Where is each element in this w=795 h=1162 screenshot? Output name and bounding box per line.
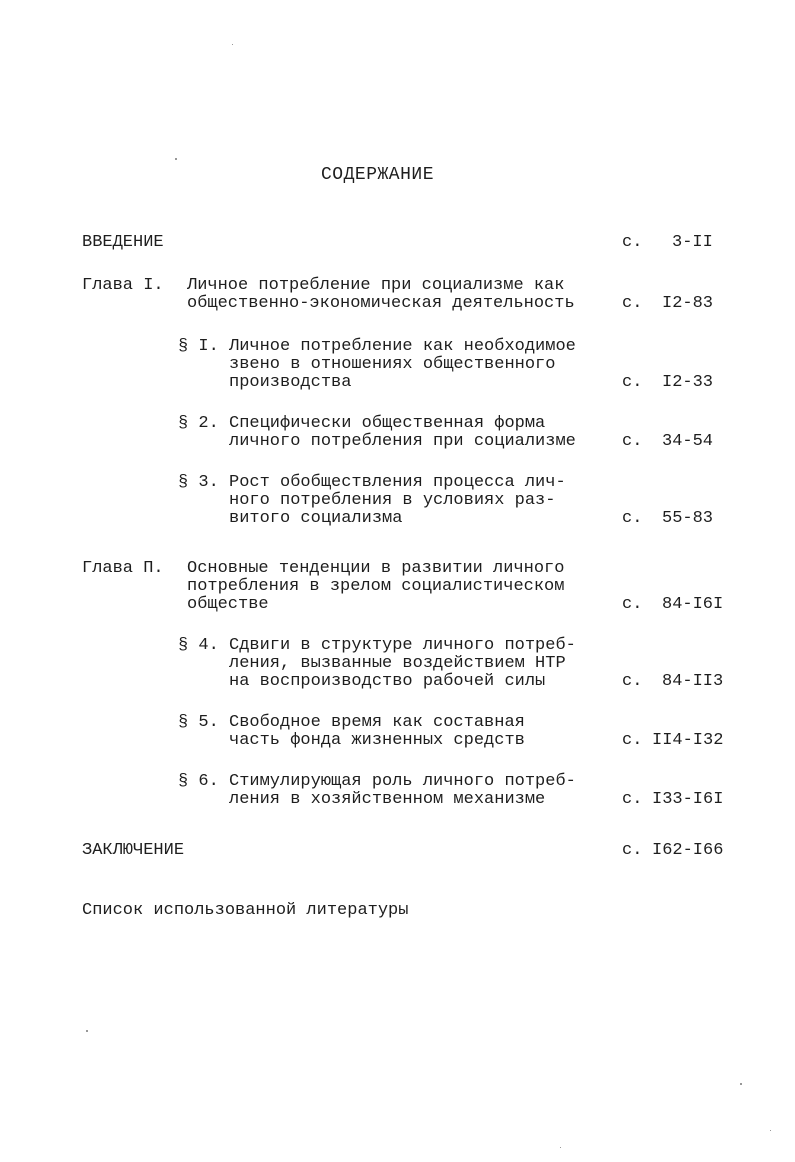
scan-speck xyxy=(175,158,177,160)
section-4-title-line: на воспроизводство рабочей силы xyxy=(229,672,546,691)
conclusion-label: ЗАКЛЮЧЕНИЕ xyxy=(82,841,185,860)
section-3-label: § 3. xyxy=(178,473,219,492)
section-5-page-prefix: с. xyxy=(622,731,643,750)
section-3-title-line: Рост обобществления процесса лич- xyxy=(229,473,566,492)
section-2-title-line: личного потребления при социализме xyxy=(229,432,576,451)
chapter-2-title-line: Основные тенденции в развитии личного xyxy=(187,559,565,578)
section-1-title-line: Личное потребление как необходимое xyxy=(229,337,576,356)
section-5-title-line: часть фонда жизненных средств xyxy=(229,731,525,750)
chapter-1-title-line: Личное потребление при социализме как xyxy=(187,276,565,295)
section-1-title-line: производства xyxy=(229,373,352,392)
chapter-1-label: Глава I. xyxy=(82,276,164,295)
scan-speck xyxy=(770,1130,771,1131)
section-1-page-prefix: с. xyxy=(622,373,643,392)
chapter-1-page-prefix: с. xyxy=(622,294,643,313)
intro-label: ВВЕДЕНИЕ xyxy=(82,233,164,252)
section-2-page-prefix: с. xyxy=(622,432,643,451)
section-6-pages: I33-I6I xyxy=(652,790,724,809)
section-6-page-prefix: с. xyxy=(622,790,643,809)
chapter-2-page-prefix: с. xyxy=(622,595,643,614)
section-2-title-line: Специфически общественная форма xyxy=(229,414,546,433)
section-5-pages: II4-I32 xyxy=(652,731,724,750)
section-3-title-line: витого социализма xyxy=(229,509,403,528)
chapter-1-title-line: общественно-экономическая деятельность xyxy=(187,294,575,313)
conclusion-pages: I62-I66 xyxy=(652,841,724,860)
section-3-page-prefix: с. xyxy=(622,509,643,528)
scan-speck xyxy=(560,1147,561,1148)
chapter-2-title-line: обществе xyxy=(187,595,269,614)
section-3-title-line: ного потребления в условиях раз- xyxy=(229,491,556,510)
section-1-label: § I. xyxy=(178,337,219,356)
scan-speck xyxy=(740,1083,742,1085)
bibliography-label: Список использованной литературы xyxy=(82,901,409,920)
chapter-2-title-line: потребления в зрелом социалистическом xyxy=(187,577,565,596)
section-4-title-line: Сдвиги в структуре личного потреб- xyxy=(229,636,576,655)
section-5-title-line: Свободное время как составная xyxy=(229,713,525,732)
section-1-pages: I2-33 xyxy=(662,373,714,392)
scan-speck xyxy=(232,44,233,45)
section-1-title-line: звено в отношениях общественного xyxy=(229,355,556,374)
chapter-2-label: Глава П. xyxy=(82,559,164,578)
section-2-pages: 34-54 xyxy=(662,432,714,451)
intro-page-prefix: с. xyxy=(622,233,643,252)
chapter-1-pages: I2-83 xyxy=(662,294,714,313)
section-4-title-line: ления, вызванные воздействием НТР xyxy=(229,654,566,673)
section-3-pages: 55-83 xyxy=(662,509,714,528)
section-2-label: § 2. xyxy=(178,414,219,433)
section-4-pages: 84-II3 xyxy=(662,672,724,691)
scan-speck xyxy=(86,1030,88,1032)
section-4-page-prefix: с. xyxy=(622,672,643,691)
section-5-label: § 5. xyxy=(178,713,219,732)
section-4-label: § 4. xyxy=(178,636,219,655)
conclusion-page-prefix: с. xyxy=(622,841,643,860)
chapter-2-pages: 84-I6I xyxy=(662,595,724,614)
page-title: СОДЕРЖАНИЕ xyxy=(321,165,435,185)
section-6-label: § 6. xyxy=(178,772,219,791)
section-6-title-line: ления в хозяйственном механизме xyxy=(229,790,546,809)
intro-pages: 3-II xyxy=(672,233,713,252)
section-6-title-line: Стимулирующая роль личного потреб- xyxy=(229,772,576,791)
